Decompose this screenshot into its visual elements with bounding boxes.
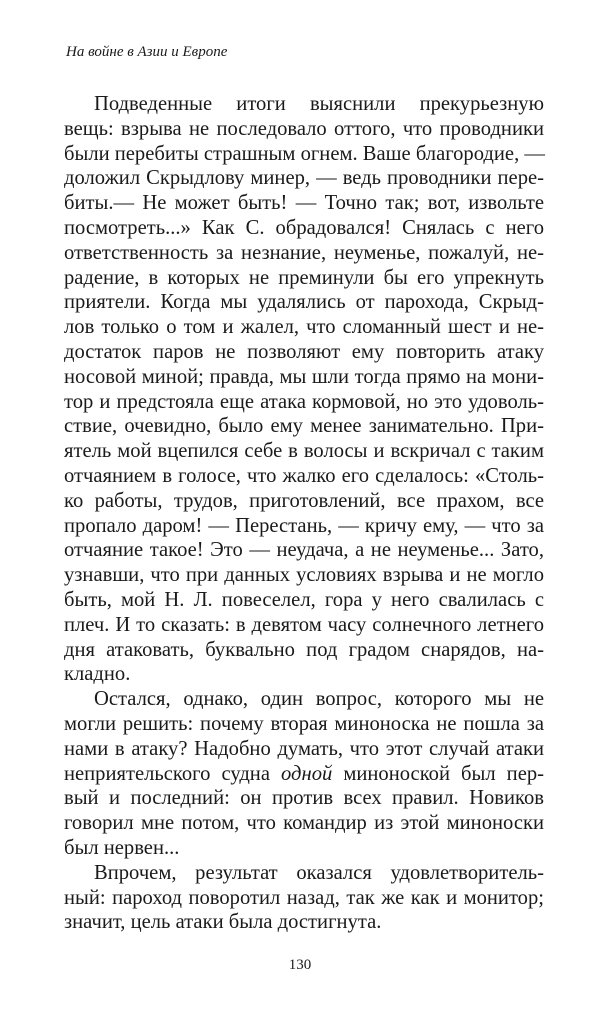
text-line: ятель мой вцепился себе в волосы и вскричал с таким <box>64 440 544 463</box>
text-line: вый и последний: он против всех правил. Новиков <box>64 787 544 810</box>
text-line: носовой миной; правда, мы шли тогда прямо на мони- <box>64 365 544 388</box>
text-line: узнавши, что при данных условиях взрыва и не могло <box>64 564 544 587</box>
text-line: лов только о том и жалел, что сломанный шест и не- <box>64 316 544 339</box>
page-number: 130 <box>288 957 312 973</box>
paragraph-2 <box>64 687 544 861</box>
paragraph-1 <box>64 92 544 687</box>
text-line: кладно. <box>64 663 131 686</box>
running-head: На войне в Азии и Европе <box>66 44 228 60</box>
text-line: биты.— Не может быть! — Точно так; вот, извольте <box>64 192 544 215</box>
text-line: Впрочем, результат оказался удовлетворитель- <box>94 861 544 884</box>
paragraph-3 <box>64 861 544 935</box>
text-line: ответственность за незнание, неуменье, пожалуй, не- <box>64 241 544 264</box>
text-line: ный: пароход поворотил назад, так же как и монитор; <box>64 886 544 909</box>
text-line: вещь: взрыва не последовало оттого, что проводники <box>64 117 544 140</box>
text-line: говорил мне потом, что командир из этой миноноски <box>64 812 544 835</box>
text-line: плеч. И то сказать: в девятом часу солнечного летнего <box>64 613 544 636</box>
text-line: радение, в которых не преминули бы его упрекнуть <box>64 266 544 289</box>
text-line: нами в атаку? Надобно думать, что этот случай атаки <box>64 737 544 760</box>
text-line: быть, мой Н. Л. повеселел, гора у него свалилась с <box>64 588 544 611</box>
text-line: приятели. Когда мы удалялись от парохода, Скрыд- <box>64 291 544 314</box>
text-line: дня атаковать, буквально под градом снарядов, на- <box>64 638 544 661</box>
text-line: посмотреть...» Как С. обрадовался! Снялась с него <box>64 216 544 239</box>
text-line: ко работы, трудов, приготовлений, все прахом, все <box>64 489 544 512</box>
text-line: могли решить: почему вторая миноноска не пошла за <box>64 712 544 735</box>
text-line: доложил Скрыдлову минер, — ведь проводники пере- <box>64 167 544 190</box>
text-line: неприятельского судна одной миноноской был пер- <box>64 762 544 785</box>
text-line: достаток паров не позволяют ему повторить атаку <box>64 340 544 363</box>
text-line: был нервен... <box>64 836 180 859</box>
text-line: были перебиты страшным огнем. Ваше благородие, — <box>64 142 545 165</box>
text-line: ствие, очевидно, было ему менее занимательно. При- <box>64 415 544 438</box>
text-line: отчаяние такое! Это — неудача, а не неуменье... Зато, <box>64 539 544 562</box>
text-line: значит, цель атаки была достигнута. <box>64 911 382 934</box>
text-line: Остался, однако, один вопрос, которого мы не <box>94 688 544 711</box>
text-line: Подведенные итоги выяснили прекурьезную <box>94 93 544 115</box>
text-line: пропало даром! — Перестань, — кричу ему, — что за <box>64 514 544 537</box>
text-line: тор и предстояла еще атака кормовой, но это удоволь- <box>64 390 544 413</box>
body-text <box>64 92 544 935</box>
text-line: отчаянием в голосе, что жалко его сделалось: «Столь- <box>64 464 544 487</box>
